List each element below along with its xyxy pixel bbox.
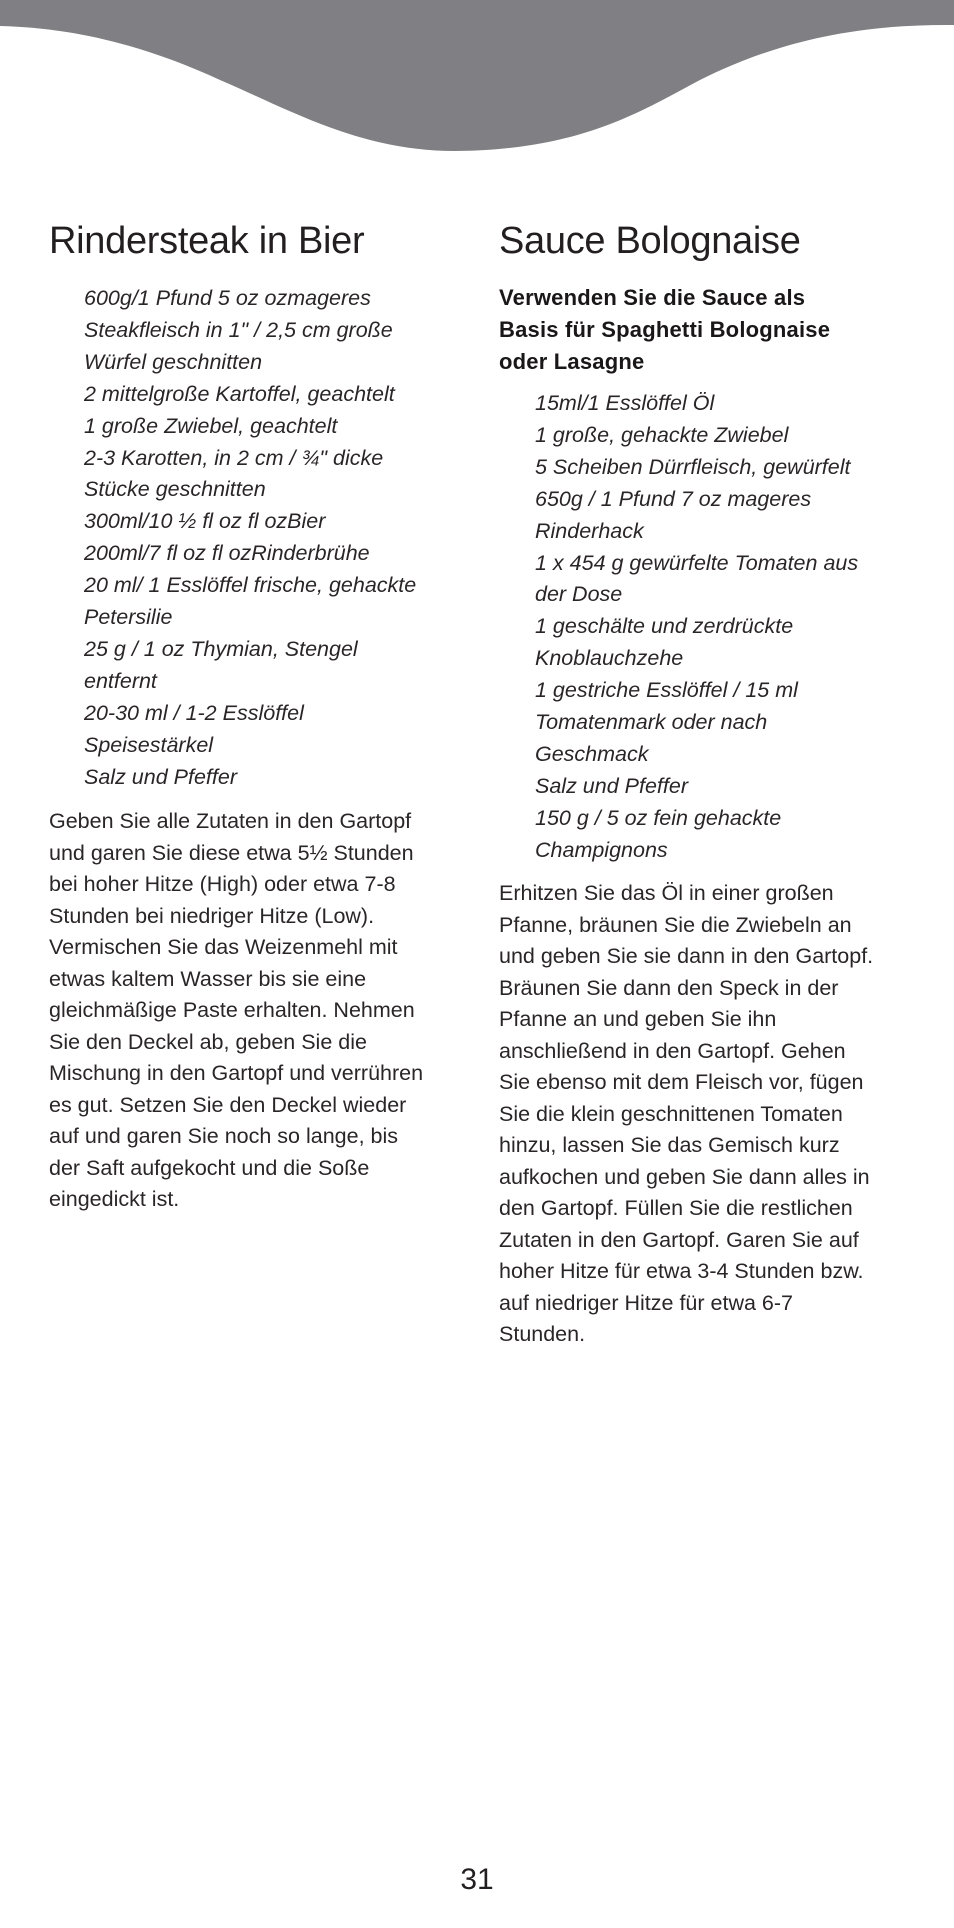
- header-wave-decoration: [0, 0, 954, 160]
- ingredient-line: der Dose: [535, 582, 623, 607]
- ingredient-line: 1 große, gehackte Zwiebel: [535, 422, 789, 447]
- ingredient-line: Salz und Pfeffer: [535, 773, 688, 798]
- instruction-line: aufkochen und geben Sie dann alles in: [499, 1164, 870, 1189]
- instruction-line: auf und garen Sie noch so lange, bis: [49, 1124, 399, 1148]
- ingredient-line: Champignons: [535, 837, 668, 862]
- instruction-line: gleichmäßige Paste erhalten. Nehmen: [49, 998, 415, 1022]
- ingredient-line: Knoblauchzehe: [535, 646, 684, 671]
- ingredient-line: Speisestärkel: [84, 732, 214, 757]
- instruction-line: Bräunen Sie dann den Speck in der: [499, 975, 839, 1000]
- ingredient-line: 300ml/10 ½ fl oz fl ozBier: [84, 509, 326, 534]
- instruction-line: Sie die klein geschnittenen Tomaten: [499, 1101, 843, 1126]
- instruction-line: Pfanne an und geben Sie ihn: [499, 1007, 777, 1031]
- instruction-line: hoher Hitze für etwa 3-4 Stunden bzw.: [499, 1259, 864, 1283]
- ingredient-line: 1 x 454 g gewürfelte Tomaten aus: [535, 550, 859, 575]
- ingredient-line: 1 große Zwiebel, geachtelt: [84, 413, 338, 438]
- instruction-line: hinzu, lassen Sie das Gemisch kurz: [499, 1133, 840, 1157]
- instructions-paragraph: [49, 806, 423, 1216]
- ingredient-line: 150 g / 5 oz fein gehackte: [535, 805, 782, 830]
- instruction-line: Zutaten in den Gartopf. Garen Sie auf: [499, 1227, 859, 1252]
- ingredient-list: [535, 388, 858, 867]
- instruction-line: Stunden bei niedriger Hitze (Low).: [49, 903, 375, 928]
- subtitle-line: Verwenden Sie die Sauce als: [499, 285, 806, 310]
- ingredient-line: 15ml/1 Esslöffel Öl: [535, 391, 715, 415]
- ingredient-line: Petersilie: [84, 605, 173, 630]
- ingredient-line: 25 g / 1 oz Thymian, Stengel: [84, 636, 358, 661]
- ingredient-line: 2 mittelgroße Kartoffel, geachtelt: [84, 381, 395, 406]
- ingredient-line: 200ml/7 fl oz fl ozRinderbrühe: [84, 541, 370, 566]
- instruction-line: der Saft aufgekocht und die Soße: [49, 1155, 370, 1180]
- instruction-line: Pfanne, bräunen Sie die Zwiebeln an: [499, 912, 852, 937]
- instruction-line: Sie ebenso mit dem Fleisch vor, fügen: [499, 1070, 864, 1094]
- ingredient-line: Stücke geschnitten: [84, 477, 266, 502]
- ingredient-line: 20-30 ml / 1-2 Esslöffel: [84, 700, 304, 725]
- instruction-line: etwas kaltem Wasser bis sie eine: [49, 966, 367, 991]
- ingredient-line: Salz und Pfeffer: [84, 764, 237, 789]
- recipe-title: Sauce Bolognaise: [499, 220, 801, 262]
- instruction-line: Stunden.: [499, 1322, 586, 1346]
- recipe-title: Rindersteak in Bier: [49, 220, 365, 262]
- instruction-line: Geben Sie alle Zutaten in den Gartopf: [49, 809, 412, 833]
- ingredient-line: 20 ml/ 1 Esslöffel frische, gehackte: [84, 573, 417, 598]
- instruction-line: und geben Sie sie dann in den Gartopf.: [499, 944, 874, 968]
- instruction-line: Erhitzen Sie das Öl in einer großen: [499, 881, 834, 905]
- ingredient-line: 1 gestriche Esslöffel / 15 ml: [535, 678, 798, 703]
- instruction-line: bei hoher Hitze (High) oder etwa 7-8: [49, 872, 396, 896]
- ingredient-line: 1 geschälte und zerdrückte: [535, 614, 794, 639]
- instruction-line: eingedickt ist.: [49, 1187, 180, 1211]
- ingredient-line: 5 Scheiben Dürrfleisch, gewürfelt: [535, 454, 851, 479]
- ingredient-line: Rinderhack: [535, 518, 644, 543]
- subtitle-line: Basis für Spaghetti Bolognaise: [499, 316, 831, 342]
- instruction-line: den Gartopf. Füllen Sie die restlichen: [499, 1196, 853, 1220]
- ingredient-line: Steakfleisch in 1" / 2,5 cm große: [84, 317, 393, 342]
- wave-shape: [0, 0, 954, 151]
- page-number: 31: [460, 1863, 494, 1896]
- ingredient-line: 2-3 Karotten, in 2 cm / ¾" dicke: [84, 445, 384, 470]
- instruction-line: und garen Sie diese etwa 5½ Stunden: [49, 840, 414, 865]
- ingredient-line: entfernt: [84, 668, 157, 693]
- ingredient-list: [84, 283, 416, 794]
- instruction-line: es gut. Setzen Sie den Deckel wieder: [49, 1092, 407, 1117]
- ingredient-line: Würfel geschnitten: [84, 349, 263, 374]
- instruction-line: auf niedriger Hitze für etwa 6-7: [499, 1290, 793, 1315]
- instruction-line: anschließend in den Gartopf. Gehen: [499, 1038, 846, 1063]
- ingredient-line: 650g / 1 Pfund 7 oz mageres: [535, 486, 812, 511]
- ingredient-line: Tomatenmark oder nach: [535, 710, 768, 735]
- ingredient-line: 600g/1 Pfund 5 oz ozmageres: [84, 286, 371, 310]
- instruction-line: Sie den Deckel ab, geben Sie die: [49, 1029, 367, 1054]
- ingredient-line: Geschmack: [535, 741, 649, 766]
- instruction-line: Mischung in den Gartopf und verrühren: [49, 1061, 424, 1085]
- recipe-subtitle: [499, 282, 830, 377]
- instruction-line: Vermischen Sie das Weizenmehl mit: [49, 935, 398, 959]
- subtitle-line: oder Lasagne: [499, 348, 645, 374]
- instructions-paragraph: [499, 878, 873, 1351]
